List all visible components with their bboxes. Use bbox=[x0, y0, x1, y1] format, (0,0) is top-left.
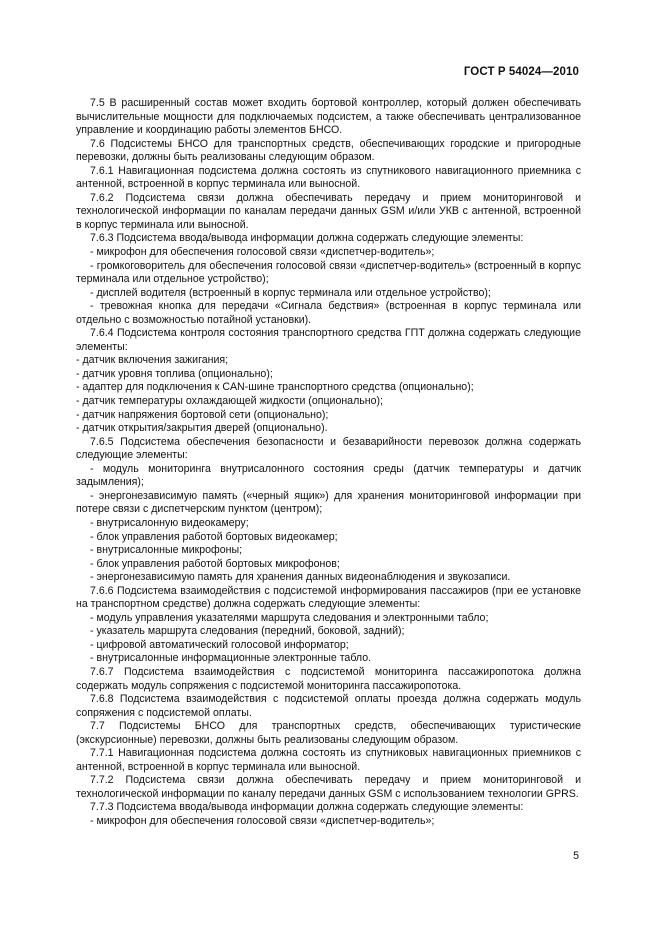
paragraph: - внутрисалонные информационные электронные табло. bbox=[90, 652, 372, 665]
paragraph: - дисплей водителя (встроенный в корпус терминала или отдельное устройство); bbox=[90, 286, 491, 299]
list-item: - датчик напряжения бортовой сети (опционально); bbox=[76, 408, 329, 421]
paragraph: 7.5 В расширенный состав может входить бортовой контроллер, который должен обеспечивать вычислительные мощности для подключаемых подсистем, а также обеспечивать централизованное управление и координацию работы элементов БНСО. bbox=[76, 97, 581, 137]
paragraph: 7.6.3 Подсистема ввода/вывода информации должна содержать следующие элементы: bbox=[90, 232, 524, 245]
paragraph: 7.6.1 Навигационная подсистема должна состоять из спутникового навигационного приемника с антенной, встроенной в корпус терминала или выносной. bbox=[76, 164, 581, 191]
paragraph: - энергонезависимую память для хранения данных видеонаблюдения и звукозаписи. bbox=[90, 571, 511, 584]
paragraph: - энергонезависимую память («черный ящик») для хранения мониторинговой информации при потере связи с диспетчерским пунктом (центром); bbox=[76, 489, 581, 516]
paragraph: 7.7.2 Подсистема связи должна обеспечивать передачу и прием мониторинговой и технологической информации по каналу передачи данных GSM с использованием технологии GPRS. bbox=[76, 774, 581, 800]
document-body bbox=[76, 97, 581, 829]
list-item: - датчик уровня топлива (опционально); bbox=[76, 367, 273, 380]
paragraph: - микрофон для обеспечения голосовой связи «диспетчер-водитель»; bbox=[90, 246, 435, 259]
paragraph: - микрофон для обеспечения голосовой связи «диспетчер-водитель»; bbox=[90, 814, 435, 827]
list-item: - датчик открытия/закрытия дверей (опционально). bbox=[76, 422, 328, 435]
paragraph: 7.6.7 Подсистема взаимодействия с подсистемой мониторинга пассажиропотока должна содержать модуль сопряжения с подсистемой мониторинга пассажиропотока. bbox=[76, 665, 581, 692]
paragraph: 7.7.1 Навигационная подсистема должна состоять из спутниковых навигационных приемников с антенной, встроенной в корпус терминала или выносной. bbox=[76, 747, 581, 773]
paragraph: 7.6.6 Подсистема взаимодействия с подсистемой информирования пассажиров (при ее установке на транспортном средстве) должна содержать следующие элементы: bbox=[76, 584, 581, 611]
paragraph: 7.6.4 Подсистема контроля состояния транспортного средства ГПТ должна содержать следующие элементы: bbox=[76, 327, 581, 353]
list-item: - датчик температуры охлаждающей жидкости (опционально); bbox=[76, 395, 383, 408]
list-item: - адаптер для подключения к CAN-шине транспортного средства (опционально); bbox=[76, 381, 474, 394]
document-header: ГОСТ Р 54024—2010 bbox=[463, 66, 579, 78]
paragraph: 7.6.8 Подсистема взаимодействия с подсистемой оплаты проезда должна содержать модуль сопряжения с подсистемой оплаты. bbox=[76, 693, 581, 719]
paragraph: - внутрисалонную видеокамеру; bbox=[90, 516, 249, 529]
paragraph: - внутрисалонные микрофоны; bbox=[90, 544, 243, 557]
paragraph: - блок управления работой бортовых видеокамер; bbox=[90, 530, 338, 543]
paragraph: - модуль мониторинга внутрисалонного состояния среды (датчик температуры и датчик задымления); bbox=[76, 462, 581, 489]
paragraph: - блок управления работой бортовых микрофонов; bbox=[90, 557, 340, 570]
paragraph: - тревожная кнопка для передачи «Сигнала бедствия» (встроенная в корпус терминала или отдельно с возможностью потайной установки). bbox=[76, 300, 581, 326]
list-item: - датчик включения зажигания; bbox=[76, 354, 229, 367]
paragraph: 7.6.2 Подсистема связи должна обеспечивать передачу и прием мониторинговой и технологической информации по каналам передачи данных GSM и/или УКВ с антенной, встроенной в корпус терминала или выносной. bbox=[76, 191, 581, 231]
paragraph: - громкоговоритель для обеспечения голосовой связи «диспетчер-водитель» (встроенный в корпус терминала или отдельное устройство); bbox=[76, 259, 581, 286]
paragraph: - модуль управления указателями маршрута следования и электронными табло; bbox=[90, 611, 489, 624]
page-number: 5 bbox=[573, 850, 579, 862]
paragraph: 7.7 Подсистемы БНСО для транспортных средств, обеспечивающих туристические (экскурсионные) перевозки, должны быть реализованы следующим образом. bbox=[76, 720, 581, 746]
paragraph: 7.6.5 Подсистема обеспечения безопасности и безаварийности перевозок должна содержать следующие элементы: bbox=[76, 435, 581, 462]
paragraph: 7.6 Подсистемы БНСО для транспортных средств, обеспечивающих городские и пригородные перевозки, должны быть реализованы следующим образом. bbox=[76, 137, 581, 164]
paragraph: 7.7.3 Подсистема ввода/вывода информации должна содержать следующие элементы: bbox=[90, 801, 524, 814]
paragraph: - цифровой автоматический голосовой информатор; bbox=[90, 638, 349, 651]
paragraph: - указатель маршрута следования (передний, боковой, задний); bbox=[90, 625, 405, 638]
